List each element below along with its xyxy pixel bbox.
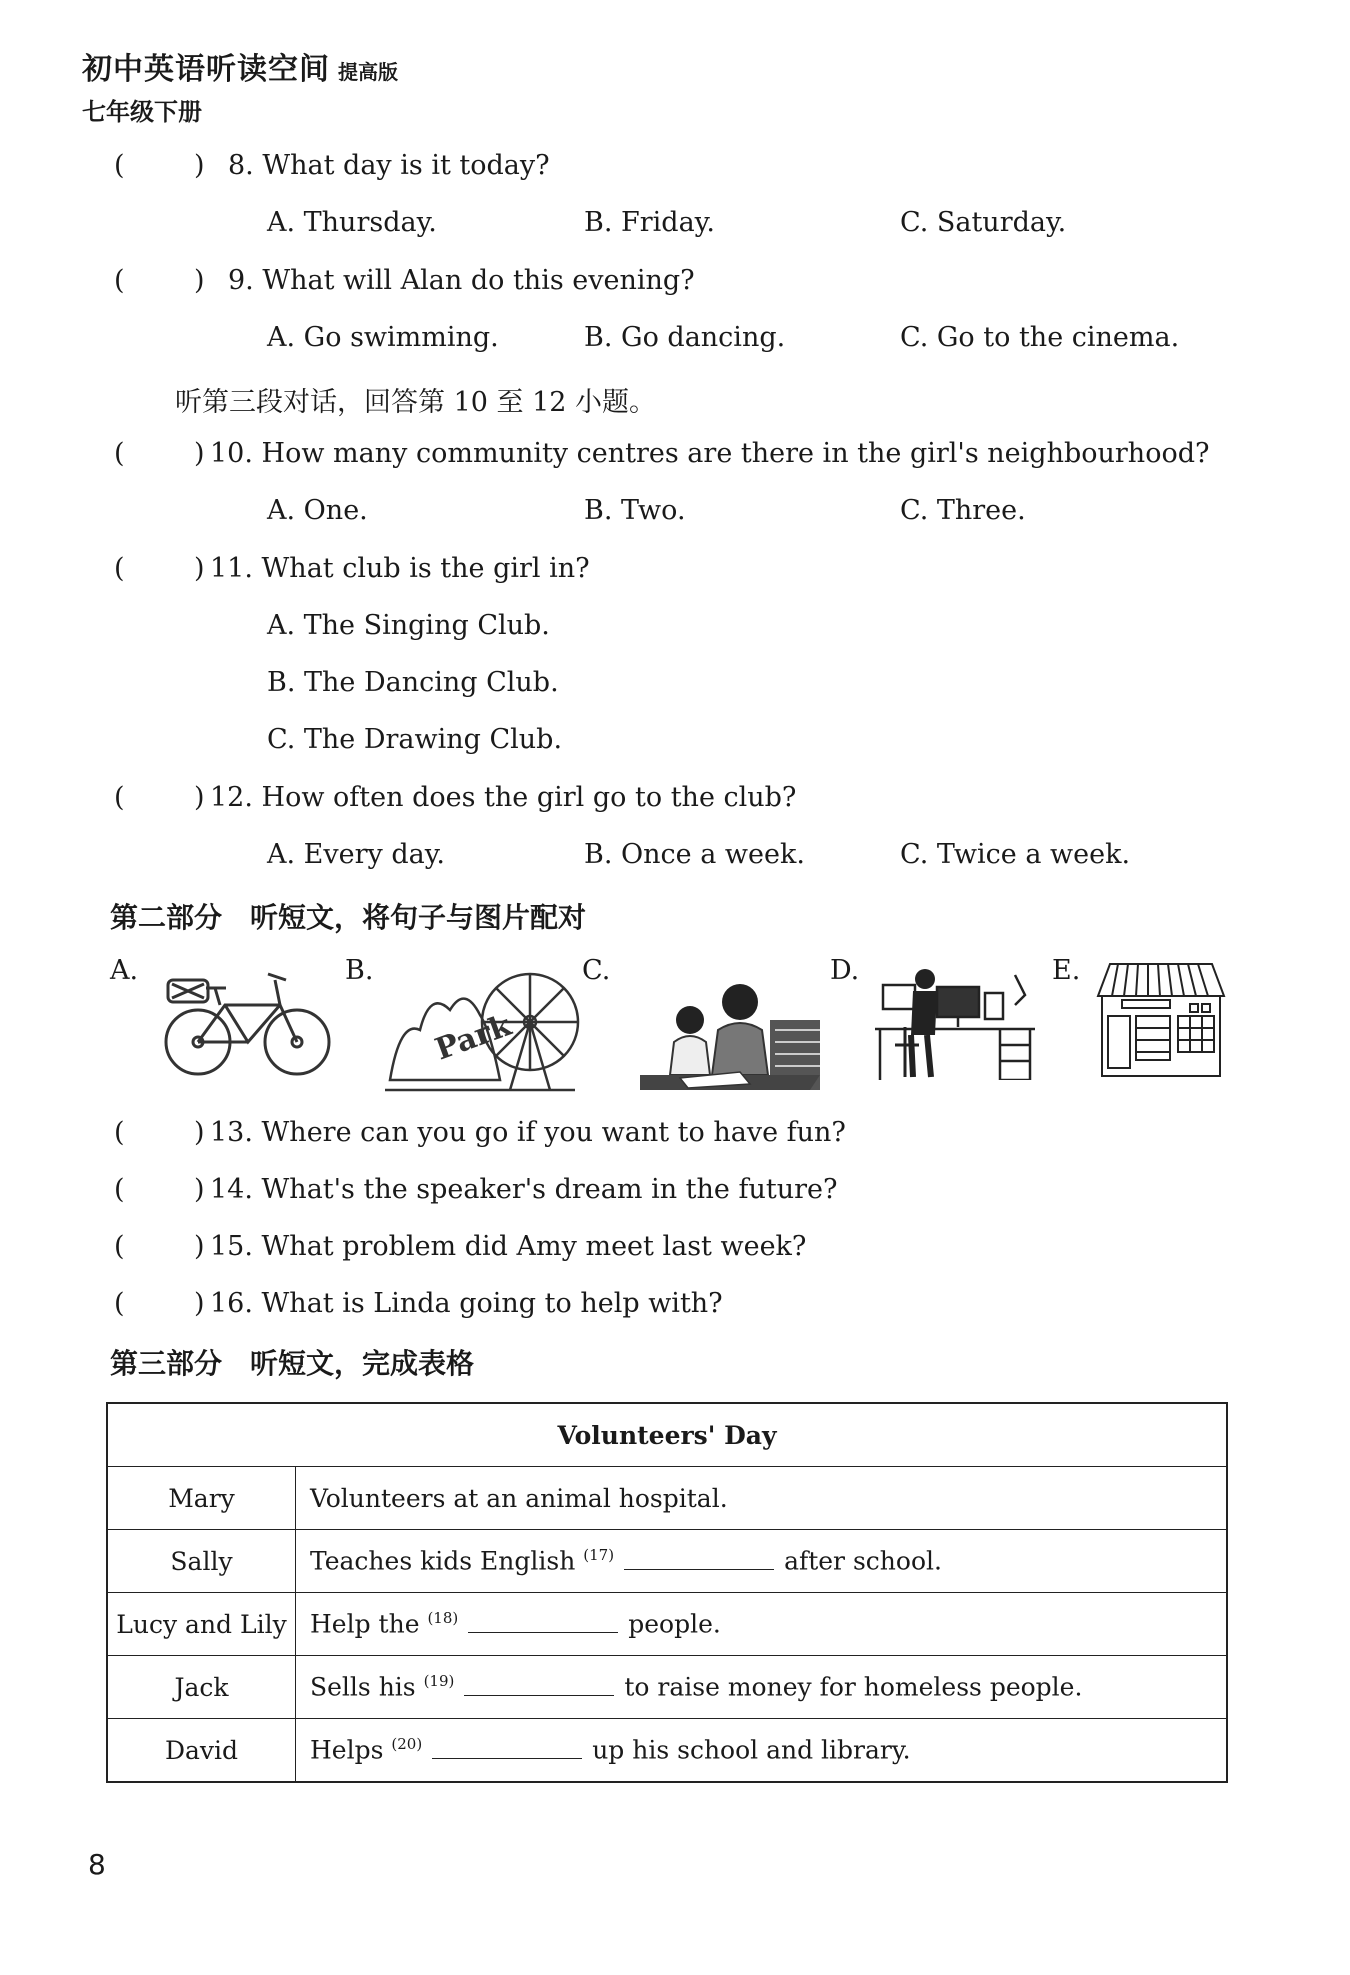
picture-label-d: D. — [830, 955, 860, 986]
answer-bracket[interactable]: ( ) — [114, 438, 205, 469]
option-a: A. Every day. — [267, 839, 445, 870]
option-b: B. Once a week. — [584, 839, 805, 870]
option-c: C. Three. — [900, 495, 1026, 526]
option-a: A. Go swimming. — [267, 322, 499, 353]
bicycle-icon — [160, 960, 335, 1080]
table-row — [107, 1467, 1227, 1530]
question-text: 12. How often does the girl go to the club? — [210, 782, 797, 813]
volunteer-activity: Helps $^{(20)}$ up his school and library. — [296, 1719, 1228, 1783]
option-a: A. Thursday. — [267, 207, 437, 238]
table-row — [107, 1656, 1227, 1719]
person-at-computer-desk-icon — [875, 965, 1035, 1080]
volunteer-name: Sally — [107, 1530, 296, 1593]
question-text: 8. What day is it today? — [228, 150, 550, 181]
option-a: A. One. — [267, 495, 368, 526]
option-c: C. Twice a week. — [900, 839, 1131, 870]
option-c: C. Saturday. — [900, 207, 1067, 238]
question-text: 9. What will Alan do this evening? — [228, 265, 695, 296]
question-text: 15. What problem did Amy meet last week? — [210, 1231, 807, 1262]
volunteer-name: Jack — [107, 1656, 296, 1719]
option-b: B. Two. — [584, 495, 686, 526]
question-text: 13. Where can you go if you want to have fun? — [210, 1117, 846, 1148]
answer-blank-17[interactable] — [624, 1551, 774, 1570]
volunteer-name: David — [107, 1719, 296, 1783]
answer-bracket[interactable]: ( ) — [114, 782, 205, 813]
part2-title: 第二部分 听短文，将句子与图片配对 — [110, 901, 587, 934]
question-text: 10. How many community centres are there in the girl's neighbourhood? — [210, 438, 1210, 469]
table-header-row — [107, 1403, 1227, 1467]
edition-label: 提高版 — [338, 60, 398, 84]
option-b: B. Friday. — [584, 207, 715, 238]
picture-label-b: B. — [345, 955, 374, 986]
answer-bracket[interactable]: ( ) — [114, 1117, 205, 1148]
picture-label-c: C. — [582, 955, 611, 986]
option-c: C. The Drawing Club. — [267, 724, 563, 755]
answer-blank-19[interactable] — [464, 1677, 614, 1696]
part3-title: 第三部分 听短文，完成表格 — [110, 1347, 475, 1380]
grade-label: 七年级下册 — [82, 98, 202, 126]
option-c: C. Go to the cinema. — [900, 322, 1180, 353]
volunteer-activity: Teaches kids English $^{(17)}$ after school. — [296, 1530, 1228, 1593]
volunteer-name: Lucy and Lily — [107, 1593, 296, 1656]
option-b: B. The Dancing Club. — [267, 667, 559, 698]
volunteers-table — [106, 1402, 1228, 1783]
option-b: B. Go dancing. — [584, 322, 786, 353]
picture-label-a: A. — [110, 955, 139, 986]
page-header — [82, 44, 398, 127]
volunteer-activity: Sells his $^{(19)}$ to raise money for homeless people. — [296, 1656, 1228, 1719]
instruction-dialogue-3: 听第三段对话，回答第 10 至 12 小题。 — [175, 387, 657, 418]
park-sign: Park — [430, 1008, 516, 1068]
answer-bracket[interactable]: ( ) — [114, 1174, 205, 1205]
question-text: 16. What is Linda going to help with? — [210, 1288, 723, 1319]
shop-building-icon — [1092, 962, 1230, 1077]
option-a: A. The Singing Club. — [267, 610, 550, 641]
volunteer-activity: Volunteers at an animal hospital. — [296, 1467, 1228, 1530]
answer-bracket[interactable]: ( ) — [114, 553, 205, 584]
question-text: 11. What club is the girl in? — [210, 553, 590, 584]
volunteer-name: Mary — [107, 1467, 296, 1530]
table-row — [107, 1530, 1227, 1593]
mother-and-child-reading-icon — [640, 980, 820, 1090]
volunteer-activity: Help the $^{(18)}$ people. — [296, 1593, 1228, 1656]
answer-bracket[interactable]: ( ) — [114, 150, 205, 181]
amusement-park-icon — [380, 960, 580, 1100]
table-row — [107, 1593, 1227, 1656]
answer-blank-20[interactable] — [432, 1740, 582, 1759]
book-title: 初中英语听读空间 — [82, 52, 330, 87]
page-number: 8 — [88, 1848, 106, 1881]
picture-label-e: E. — [1052, 955, 1081, 986]
answer-blank-18[interactable] — [468, 1614, 618, 1633]
table-row — [107, 1719, 1227, 1783]
question-text: 14. What's the speaker's dream in the future? — [210, 1174, 838, 1205]
answer-bracket[interactable]: ( ) — [114, 1288, 205, 1319]
answer-bracket[interactable]: ( ) — [114, 265, 205, 296]
answer-bracket[interactable]: ( ) — [114, 1231, 205, 1262]
table-title: Volunteers' Day — [107, 1403, 1227, 1467]
